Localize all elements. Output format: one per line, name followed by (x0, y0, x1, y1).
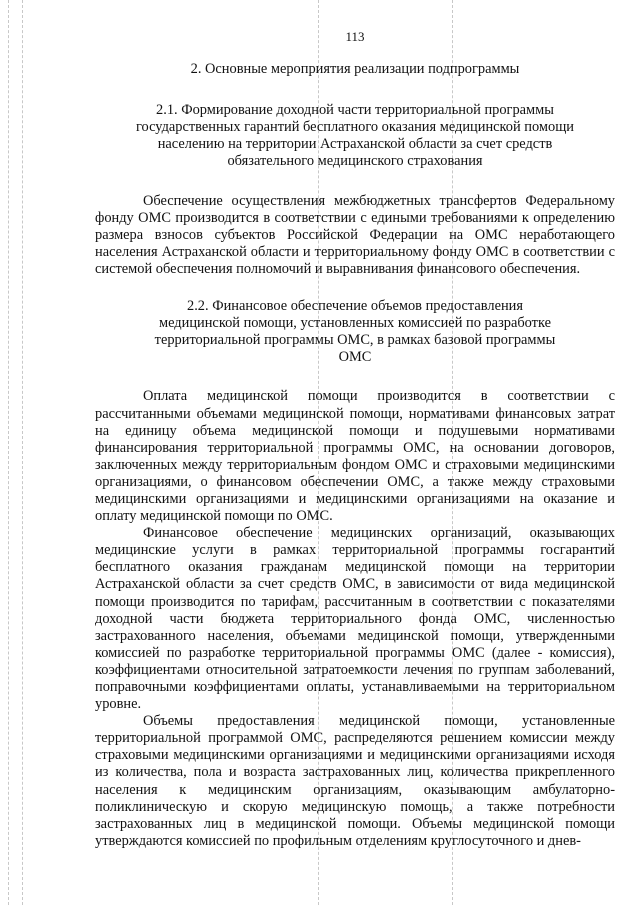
page-number: 113 (345, 29, 365, 44)
subsection-2-title: 2.2. Финансовое обеспечение объемов предоставления медицинской помощи, установленных комиссией по разработке территориальной программы ОМС, в рамках базовой программы ОМС (154, 298, 556, 366)
subsection-1-title: 2.1. Формирование доходной части территориальной программы государственных гарантий бесплатного оказания медицинской помощи населению на территории Астраханской области за счет средств обязательного медицинского страхования (136, 102, 574, 170)
scan-artifact-line (22, 0, 23, 905)
body-paragraph: Объемы предоставления медицинской помощи, установленные территориальной программой ОМС, распределяются решением комиссии между страховыми медицинскими организациями и медицинскими организациями исходя из количества, пола и возраста застрахованных лиц, количества прикрепленного населения к медицинским организациям, оказывающим амбулаторно-поликлиническую и скорую медицинскую помощь, а также потребности застрахованных лиц в медицинской помощи. Объемы медицинской помощи утверждаются комиссией по профильным отделениям круглосуточного и днев- (95, 713, 615, 849)
scan-artifact-line (8, 0, 9, 905)
document-page (95, 28, 615, 850)
body-paragraph: Финансовое обеспечение медицинских организаций, оказывающих медицинские услуги в рамках территориальной программы госгарантий бесплатного оказания гражданам медицинской помощи на территории Астраханской области за счет средств ОМС, в зависимости от вида медицинской помощи производится по тарифам, рассчитанным в соответствии с показателями доходной части бюджета территориального фонда ОМС, численностью застрахованного населения, объемами медицинской помощи, утвержденными комиссией по разработке территориальной программы ОМС (далее - комиссия), коэффициентами относительной затратоемкости лечения по группам заболеваний, поправочными коэффициентами оплаты, устанавливаемыми на территориальном уровне. (95, 525, 615, 713)
body-paragraph: Оплата медицинской помощи производится в соответствии с рассчитанными объемами медицинской помощи, нормативами финансовых затрат на единицу объема медицинской помощи и подушевыми нормативами финансирования территориальной программы ОМС, на основании договоров, заключенных между территориальным фондом ОМС и страховыми медицинскими организациями, о финансовом обеспечении ОМС, а также между страховыми медицинскими организациями и медицинскими организациями на оказание и оплату медицинской помощи по ОМС. (95, 388, 615, 525)
body-paragraph: Обеспечение осуществления межбюджетных трансфертов Федеральному фонду ОМС производится в соответствии с едиными требованиями к определению размера взносов субъектов Российской Федерации на ОМС неработающего населения Астраханской области и территориальному фонду ОМС в соответствии с системой обеспечения полномочий и выравнивания финансового обеспечения. (95, 192, 615, 277)
section-title: 2. Основные мероприятия реализации подпрограммы (190, 61, 520, 78)
